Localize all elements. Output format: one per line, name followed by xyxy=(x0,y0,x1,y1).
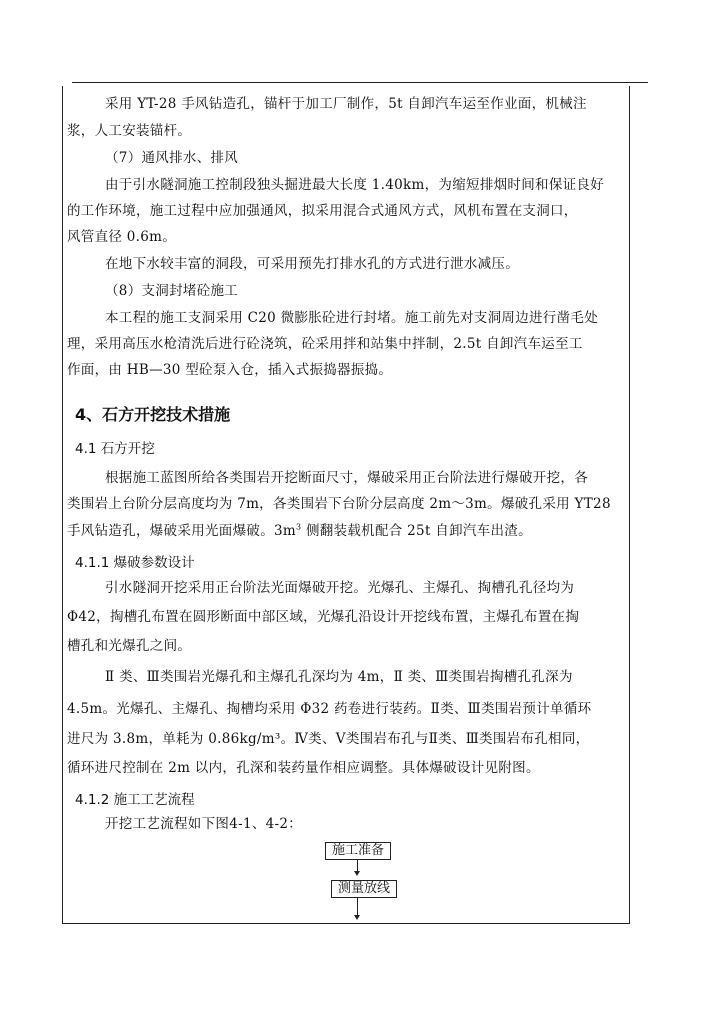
para-excavation-l3: 手风钻造孔，爆破采用光面爆破。$3m^3$ 侧翻装载机配合 25t 自卸汽车出渣。 xyxy=(67,522,532,539)
para-flow-intro: 开挖工艺流程如下图4-1、4-2： xyxy=(105,816,303,832)
para-plugging-l3: 作面，由 HB—30 型砼泵入仓，插入式振捣器振捣。 xyxy=(67,362,393,378)
arrow-down-icon xyxy=(354,871,360,876)
flow-connector xyxy=(357,897,358,917)
para-plugging-l1: 本工程的施工支洞采用 C20 微膨胀砼进行封堵。施工前先对支洞周边进行凿毛处 xyxy=(105,310,598,326)
para-ventilation-l2: 的工作环境，施工过程中应加强通风，拟采用混合式通风方式，风机布置在支洞口， xyxy=(67,203,578,219)
para-depth-l3: 进尺为 3.8m，单耗为 0.86kg/m³。Ⅳ类、Ⅴ类围岩布孔与Ⅱ类、Ⅲ类围岩布孔相同， xyxy=(67,731,590,747)
para-blast-l2: Φ42，掏槽孔布置在圆形断面中部区域，光爆孔沿设计开挖线布置，主爆孔布置在掏 xyxy=(67,609,580,625)
para-drainage: 在地下水较丰富的洞段，可采用预先打排水孔的方式进行泄水减压。 xyxy=(105,256,519,272)
subheading-4-1: 4.1 石方开挖 xyxy=(75,441,155,457)
subsection-plugging: （8）支洞封堵砼施工 xyxy=(105,283,239,299)
arrow-down-icon xyxy=(354,915,360,920)
section-heading: 4、石方开挖技术措施 xyxy=(75,405,231,424)
para-excavation-l1: 根据施工蓝图所给各类围岩开挖断面尺寸，爆破采用正台阶法进行爆破开挖，各 xyxy=(105,470,588,486)
para-blast-l1: 引水隧洞开挖采用正台阶法光面爆破开挖。光爆孔、主爆孔、掏槽孔孔径均为 xyxy=(105,580,575,596)
para-ventilation-l3: 风管直径 0.6m。 xyxy=(67,229,177,245)
subheading-4-1-2: 4.1.2 施工工艺流程 xyxy=(75,792,195,808)
flow-step-survey: 测量放线 xyxy=(331,880,397,898)
para-excavation-l2: 类围岩上台阶分层高度均为 7m，各类围岩下台阶分层高度 2m～3m。爆破孔采用 YT28 xyxy=(67,496,611,512)
para-depth-l4: 循环进尺控制在 2m 以内，孔深和装药量作相应调整。具体爆破设计见附图。 xyxy=(67,760,540,776)
para-depth-l1: Ⅱ 类、Ⅲ类围岩光爆孔和主爆孔孔深均为 4m，Ⅱ 类、Ⅲ类围岩掏槽孔孔深为 xyxy=(105,669,573,685)
superscript: 3 xyxy=(296,522,302,532)
para-anchor-l1: 采用 YT-28 手风钻造孔，锚杆于加工厂制作，5t 自卸汽车运至作业面，机械注 xyxy=(105,96,587,112)
para-depth-l2: 4.5m。光爆孔、主爆孔、掏槽均采用 Φ32 药卷进行装药。Ⅱ类、Ⅲ类围岩预计单循环 xyxy=(67,701,592,717)
para-ventilation-l1: 由于引水隧洞施工控制段独头掘进最大长度 1.40km，为缩短排烟时间和保证良好 xyxy=(105,177,605,193)
subsection-ventilation: （7）通风排水、排风 xyxy=(105,150,239,166)
flow-step-preparation: 施工准备 xyxy=(325,842,391,860)
para-anchor-l2: 浆，人工安装锚杆。 xyxy=(67,123,192,139)
para-plugging-l2: 理，采用高压水枪清洗后进行砼浇筑，砼采用拌和站集中拌制，2.5t 自卸汽车运至工 xyxy=(67,336,583,352)
header-rule xyxy=(72,82,648,83)
subheading-4-1-1: 4.1.1 爆破参数设计 xyxy=(75,555,195,571)
para-blast-l3: 槽孔和光爆孔之间。 xyxy=(67,638,192,654)
